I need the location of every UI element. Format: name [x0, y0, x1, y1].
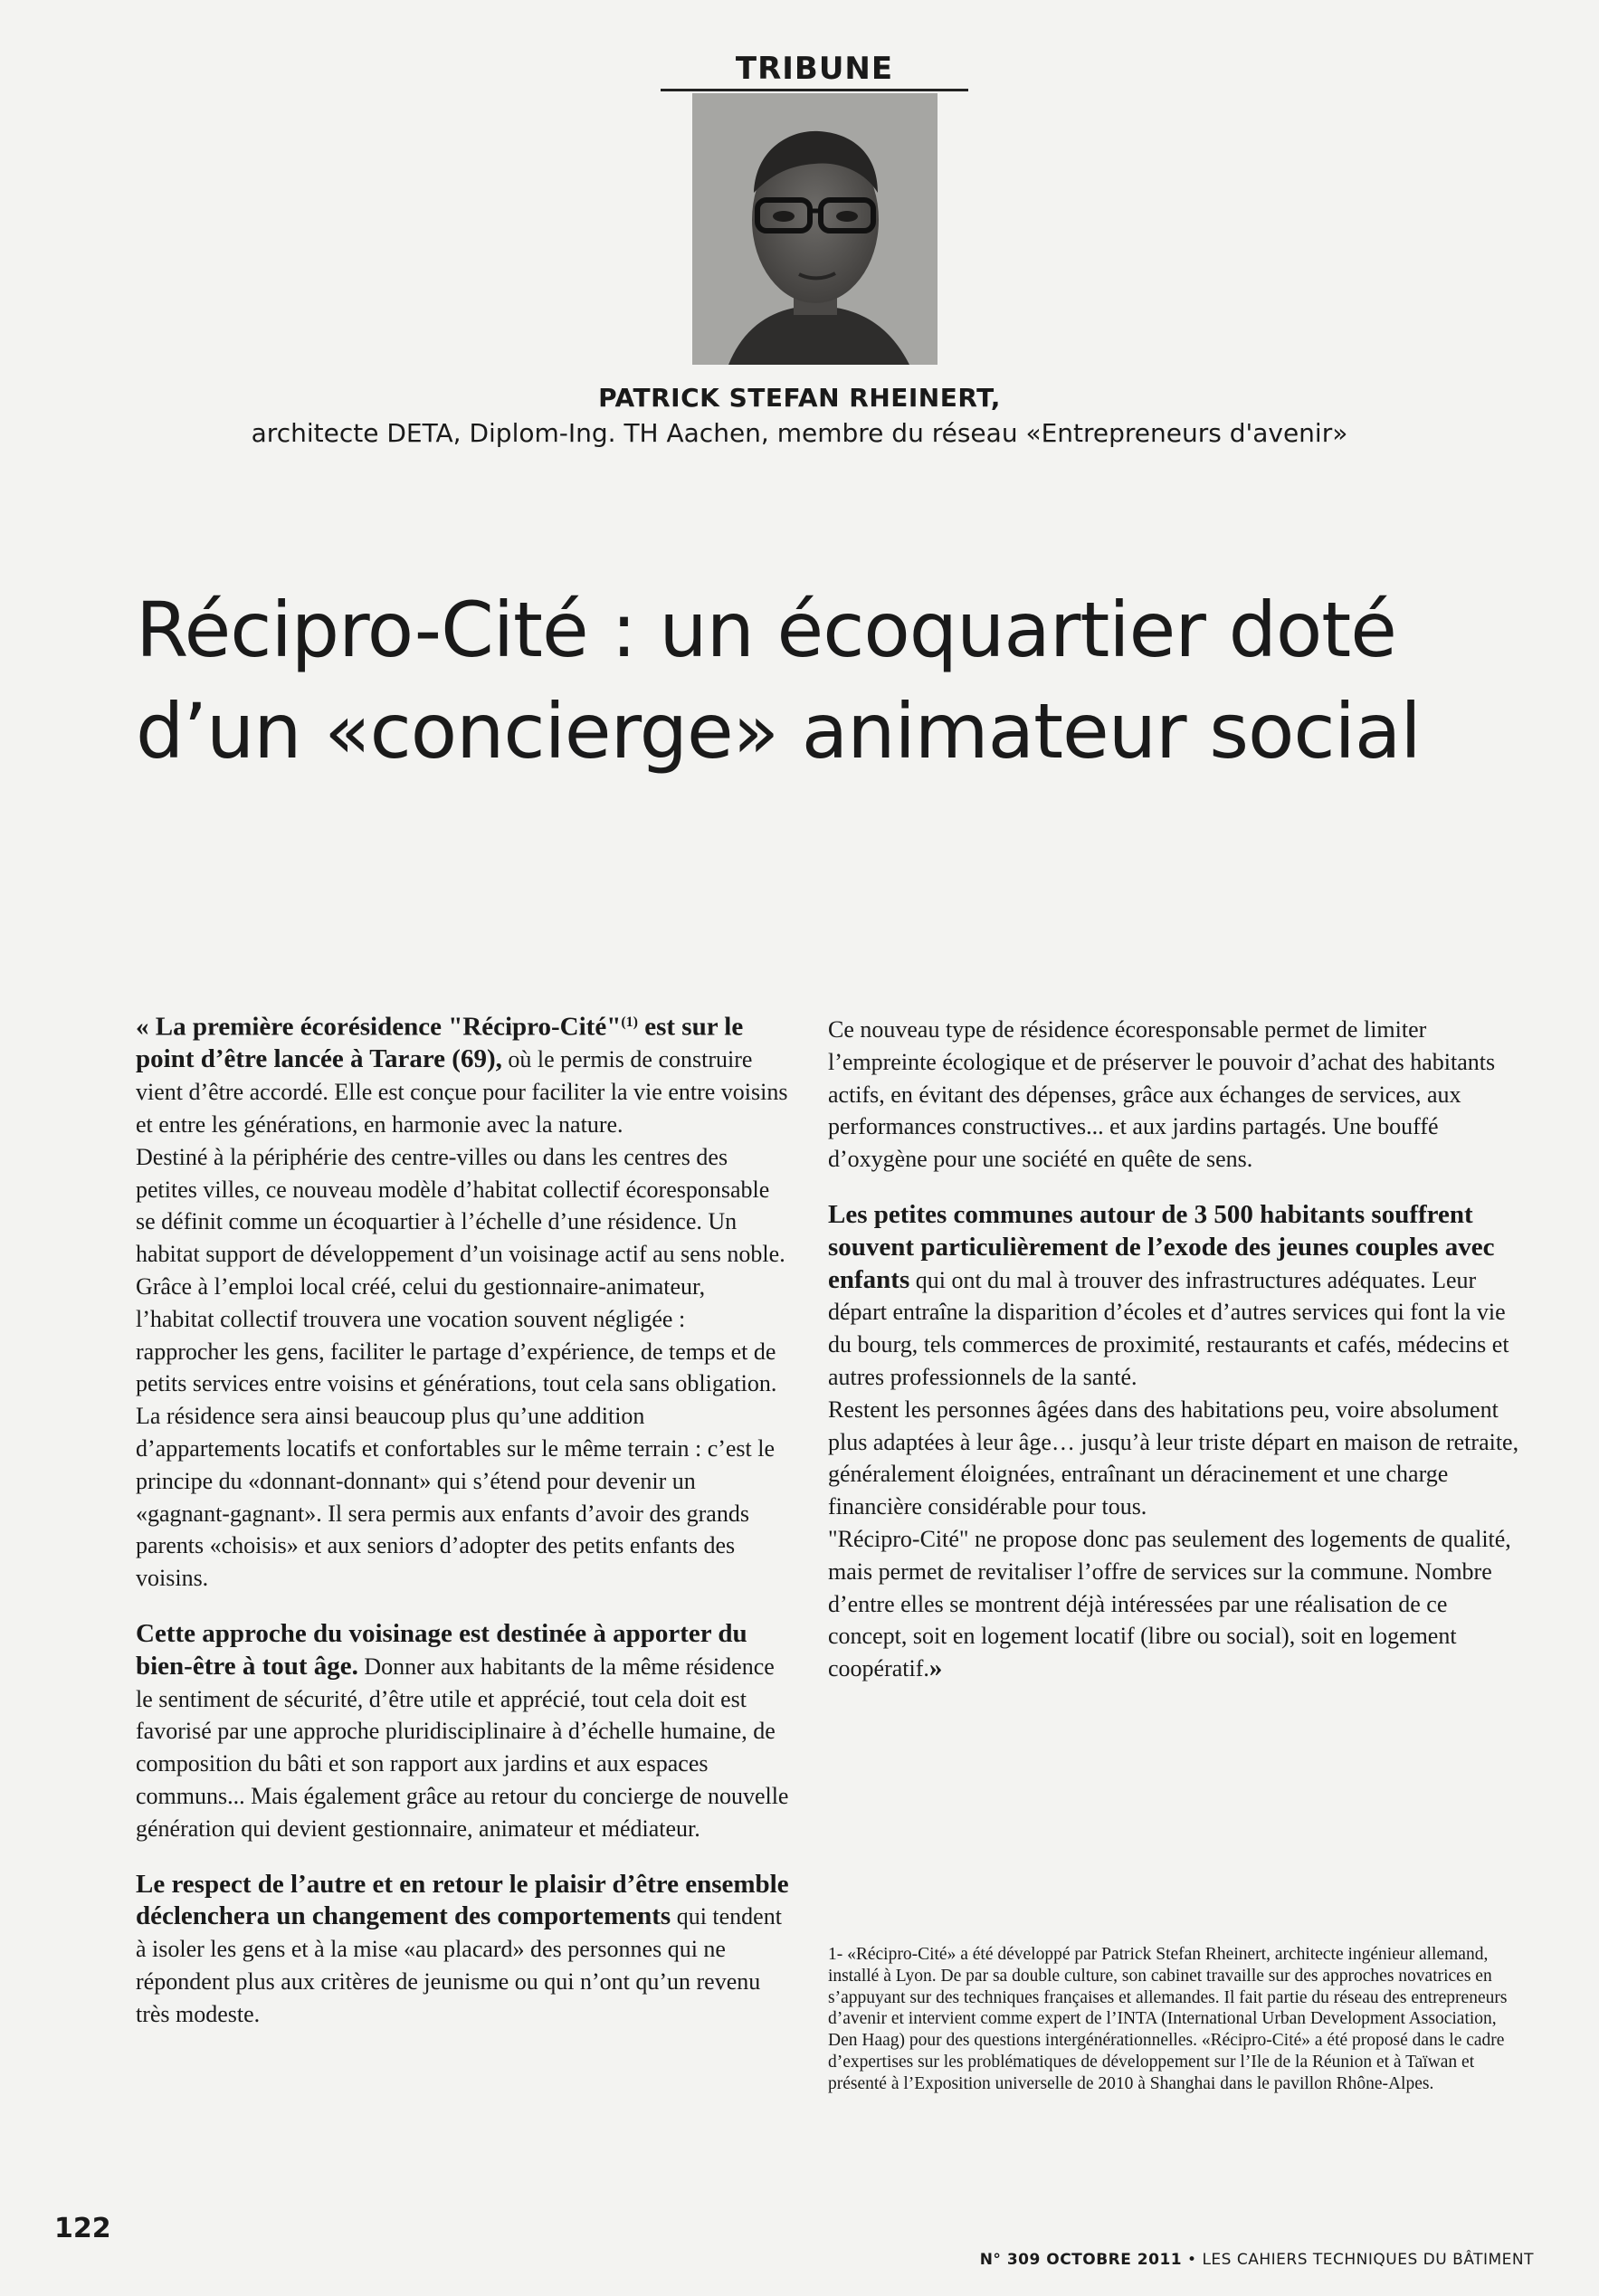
paragraph-10: [828, 1523, 1529, 1685]
headline-line-1: Récipro-Cité : un écoquartier doté: [136, 586, 1396, 674]
rubric-label: TRIBUNE: [735, 51, 894, 87]
column-left: [136, 1006, 789, 2031]
text-8: qui ont du mal à trouver des infrastructures adéquates. Leur départ entraîne la disparition d’écoles et d’autres services qui font la vie du bourg, tels commerces de proximité, restaurants et cafés, médecins et autres professionnels de la santé.: [828, 1266, 1509, 1390]
text-10: "Récipro-Cité" ne propose donc pas seulement des logements de qualité, mais permet de revitaliser l’offre de services sur la commune. Nombre d’entre elles se montrent déjà intéressées par une réalisation de ce concept, soit en logement locatif (libre ou social), soit en logement coopératif.: [828, 1525, 1511, 1682]
paragraph-5: [136, 1618, 789, 1845]
lead-1: La première écorésidence "Récipro-Cité": [155, 1012, 622, 1042]
author-name: PATRICK STEFAN RHEINERT,: [598, 383, 1001, 413]
paragraph-4: La résidence sera ainsi beaucoup plus qu’une addition d’appartements locatifs et confortables sur le même terrain : c’est le principe du «donnant-donnant» qui s’étend pour devenir un «gagnant-gagnant». Il sera permis aux enfants d’avoir des grands parents «choisis» et aux seniors d’adopter des petits enfants des voisins.: [136, 1403, 776, 1592]
lead-1b: est sur le point d’être lancée à Tarare (69),: [136, 1012, 744, 1074]
headline-line-2: d’un «concierge» animateur social: [136, 687, 1421, 776]
article-headline: [136, 579, 1493, 782]
paragraph-3: Grâce à l’emploi local créé, celui du gestionnaire-animateur, l’habitat collectif trouvera une vocation souvent négligée : rapprocher les gens, faciliter le partage d’expérience, de temps et de petits services entre voisins et générations, tout cela sans obligation.: [136, 1273, 777, 1397]
issue-number: N° 309 OCTOBRE 2011: [979, 2251, 1183, 2269]
close-quote: »: [928, 1653, 943, 1683]
issue-separator: •: [1182, 2251, 1203, 2269]
author-role: architecte DETA, Diplom-Ing. TH Aachen, membre du réseau «Entrepreneurs d'avenir»: [251, 418, 1348, 448]
page-number: 122: [54, 2213, 111, 2244]
footnote-ref: (1): [621, 1015, 638, 1030]
text-1: où le permis de construire vient d’être accordé. Elle est conçue pour faciliter la vie entre voisins et entre les générations, en harmonie avec la nature.: [136, 1046, 788, 1138]
issue-line: [980, 2251, 1534, 2269]
footnote: 1- «Récipro-Cité» a été développé par Patrick Stefan Rheinert, architecte ingénieur allemand, installé à Lyon. De par sa double culture, son cabinet travaille sur des approches novatrices en s’appuyant sur des techniques françaises et allemandes. Il fait partie du réseau des entrepreneurs d’avenir et intervient comme expert de l’INTA (International Urban Development Association, Den Haag) pour des questions intergénérationnelles. «Récipro-Cité» a été proposé dans le cadre d’expertises sur les problématiques de développement sur l’Ile de la Réunion et à Taïwan et présenté à l’Exposition universelle de 2010 à Shanghai dans le pavillon Rhône-Alpes.: [828, 1945, 1508, 2093]
paragraph-9: Restent les personnes âgées dans des habitations peu, voire absolument plus adaptées à leur âge… jusqu’à leur triste départ en maison de retraite, généralement éloignées, entraînant un déracinement et une charge financière considérable pour tous.: [828, 1396, 1519, 1520]
magazine-name: LES CAHIERS TECHNIQUES DU BÂTIMENT: [1202, 2251, 1534, 2269]
author-portrait: [692, 93, 938, 365]
paragraph-6: [136, 1869, 789, 2031]
lead-8: Les petites communes autour de 3 500 habitants souffrent souvent particulièrement de l’exode des jeunes couples avec enfants: [828, 1199, 1495, 1294]
paragraph-1: [136, 1006, 789, 1141]
column-right: [828, 1014, 1529, 1685]
open-quote: «: [136, 1012, 156, 1042]
paragraph-2: Destiné à la périphérie des centre-villes ou dans les centres des petites villes, ce nouveau modèle d’habitat collectif écoresponsable se définit comme un écoquartier à l’échelle d’une résidence. Un habitat support de développement d’un voisinage actif au sens noble.: [136, 1143, 785, 1268]
lead-6: Le respect de l’autre et en retour le plaisir d’être ensemble déclenchera un changement des comportements: [136, 1869, 789, 1931]
text-6: qui tendent à isoler les gens et à la mise «au placard» des personnes qui ne répondent plus aux critères de jeunisme ou qui n’ont qu’un revenu très modeste.: [136, 1903, 782, 2027]
text-5: Donner aux habitants de la même résidence le sentiment de sécurité, d’être utile et apprécié, tout cela doit est favorisé par une approche pluridisciplinaire à d’échelle humaine, de composition du bâti et son rapport aux jardins et aux espaces communs... Mais également grâce au retour du concierge de nouvelle génération qui devient gestionnaire, animateur et médiateur.: [136, 1653, 789, 1842]
paragraph-8: [828, 1199, 1529, 1394]
rubric-rule: [661, 89, 968, 91]
paragraph-7: Ce nouveau type de résidence écoresponsable permet de limiter l’empreinte écologique et de préserver le pouvoir d’achat des habitants actifs, en évitant des dépenses, grâce aux échanges de services, aux performances constructives... et aux jardins partagés. Une bouffé d’oxygène pour une société en quête de sens.: [828, 1016, 1496, 1173]
lead-5: Cette approche du voisinage est destinée à apporter du bien-être à tout âge.: [136, 1619, 747, 1681]
portrait-image: [692, 93, 938, 365]
